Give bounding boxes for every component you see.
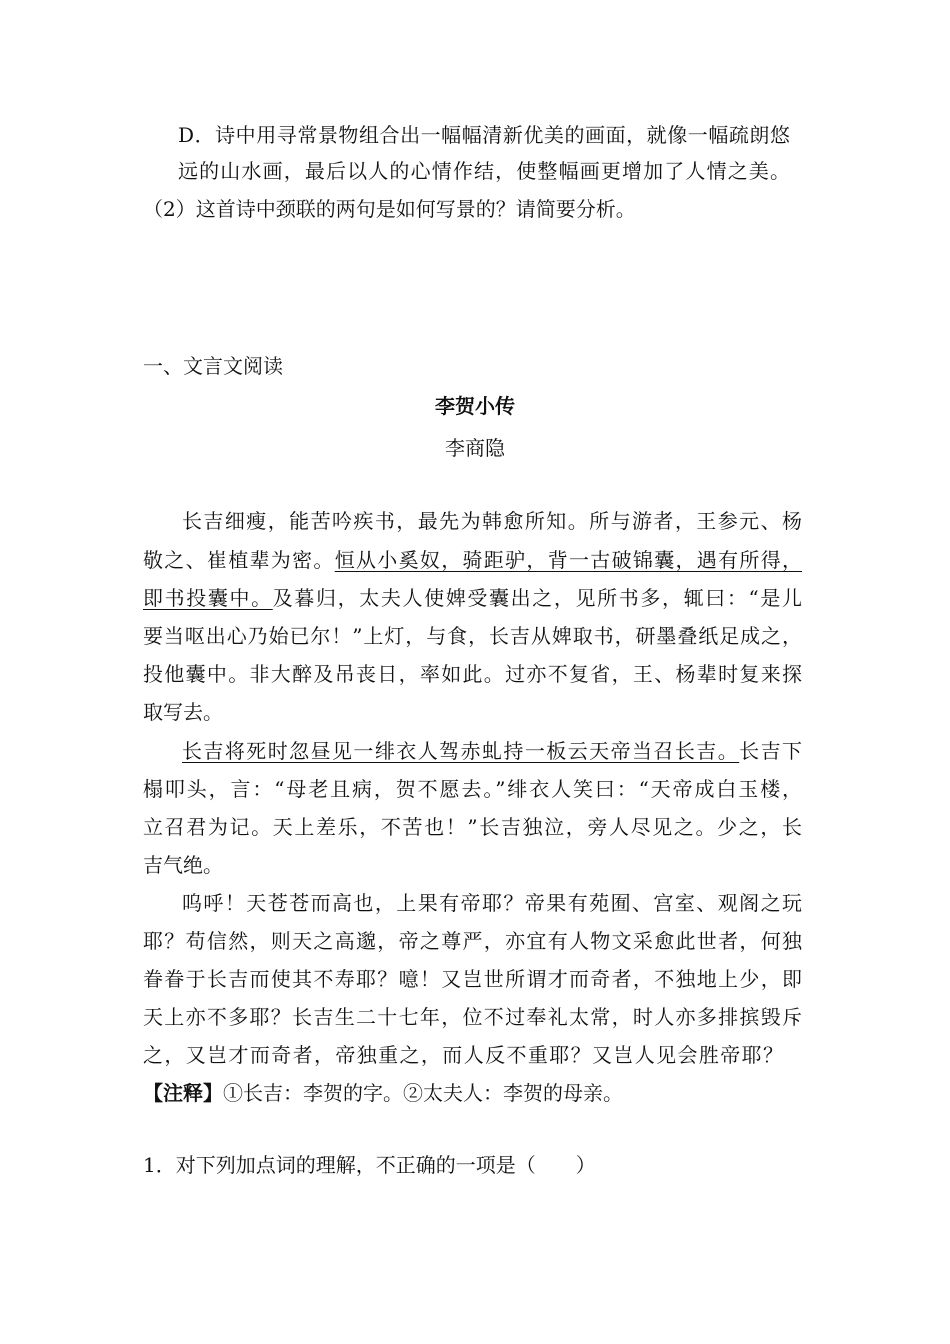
p1-line-5: 投他囊中。非大醉及吊丧日，率如此。过亦不复省，王、杨辈时复来探 <box>143 662 802 686</box>
notes-text: ①长吉：李贺的字。②太夫人：李贺的母亲。 <box>223 1081 623 1105</box>
underlined-sentence-2: 长吉将死时忽昼见一绯衣人驾赤虬持一板云天帝当召长吉。 <box>182 739 740 763</box>
p2-line-1 <box>182 736 802 766</box>
p3-line-3: 眷眷于长吉而使其不寿耶？噫！又岂世所谓才而奇者，不独地上少，即 <box>143 967 802 991</box>
notes <box>143 1078 623 1108</box>
p2-line-3: 立召君为记。天上差乐，不苦也！”长吉独泣，旁人尽见之。少之，长 <box>143 815 802 839</box>
article-title: 李贺小传 <box>435 394 515 418</box>
option-d-line-2: 远的山水画，最后以人的心情作结，使整幅画更增加了人情之美。 <box>178 159 790 183</box>
p1-line-2 <box>143 545 802 575</box>
notes-label: 【注释】 <box>143 1081 223 1105</box>
p3-line-1: 呜呼！天苍苍而高也，上果有帝耶？帝果有苑囿、宫室、观阁之玩 <box>182 891 802 915</box>
p1-line-2-text: 敬之、崔植辈为密。 <box>143 548 335 572</box>
p1-line-6: 取写去。 <box>143 700 223 724</box>
article-author: 李商隐 <box>445 436 505 460</box>
underlined-sentence-1a: 恒从小奚奴，骑距驴，背一古破锦囊，遇有所得， <box>334 548 803 572</box>
p1-line-3-text: 及暮归，太夫人使婢受囊出之，见所书多，辄曰：“是儿 <box>272 586 803 610</box>
p1-line-4: 要当呕出心乃始已尔！”上灯，与食，长吉从婢取书，研墨叠纸足成之， <box>143 624 802 648</box>
p1-line-3 <box>143 583 802 613</box>
p3-line-2: 耶？苟信然，则天之高邈，帝之尊严，亦宜有人物文采愈此世者，何独 <box>143 929 802 953</box>
p2-line-2: 榻叩头，言：“母老且病，贺不愿去。”绯衣人笑曰：“天帝成白玉楼， <box>143 777 802 801</box>
question-2: （2）这首诗中颈联的两句是如何写景的？请简要分析。 <box>143 197 636 221</box>
question-1: 1．对下列加点词的理解，不正确的一项是（ ） <box>143 1153 596 1177</box>
option-d-line-1: D．诗中用寻常景物组合出一幅幅清新优美的画面，就像一幅疏朗悠 <box>178 123 790 147</box>
p2-line-1-text: 长吉下 <box>739 739 803 763</box>
p2-line-4: 吉气绝。 <box>143 853 223 877</box>
p1-line-1: 长吉细瘦，能苦吟疾书，最先为韩愈所知。所与游者，王参元、杨 <box>182 509 802 533</box>
p3-line-4: 天上亦不多耶？长吉生二十七年，位不过奉礼太常，时人亦多排摈毁斥 <box>143 1005 802 1029</box>
section-heading: 一、文言文阅读 <box>143 354 283 378</box>
p3-line-5: 之，又岂才而奇者，帝独重之，而人反不重耶？又岂人见会胜帝耶？ <box>143 1043 783 1067</box>
underlined-sentence-1b: 即书投囊中。 <box>143 586 273 610</box>
